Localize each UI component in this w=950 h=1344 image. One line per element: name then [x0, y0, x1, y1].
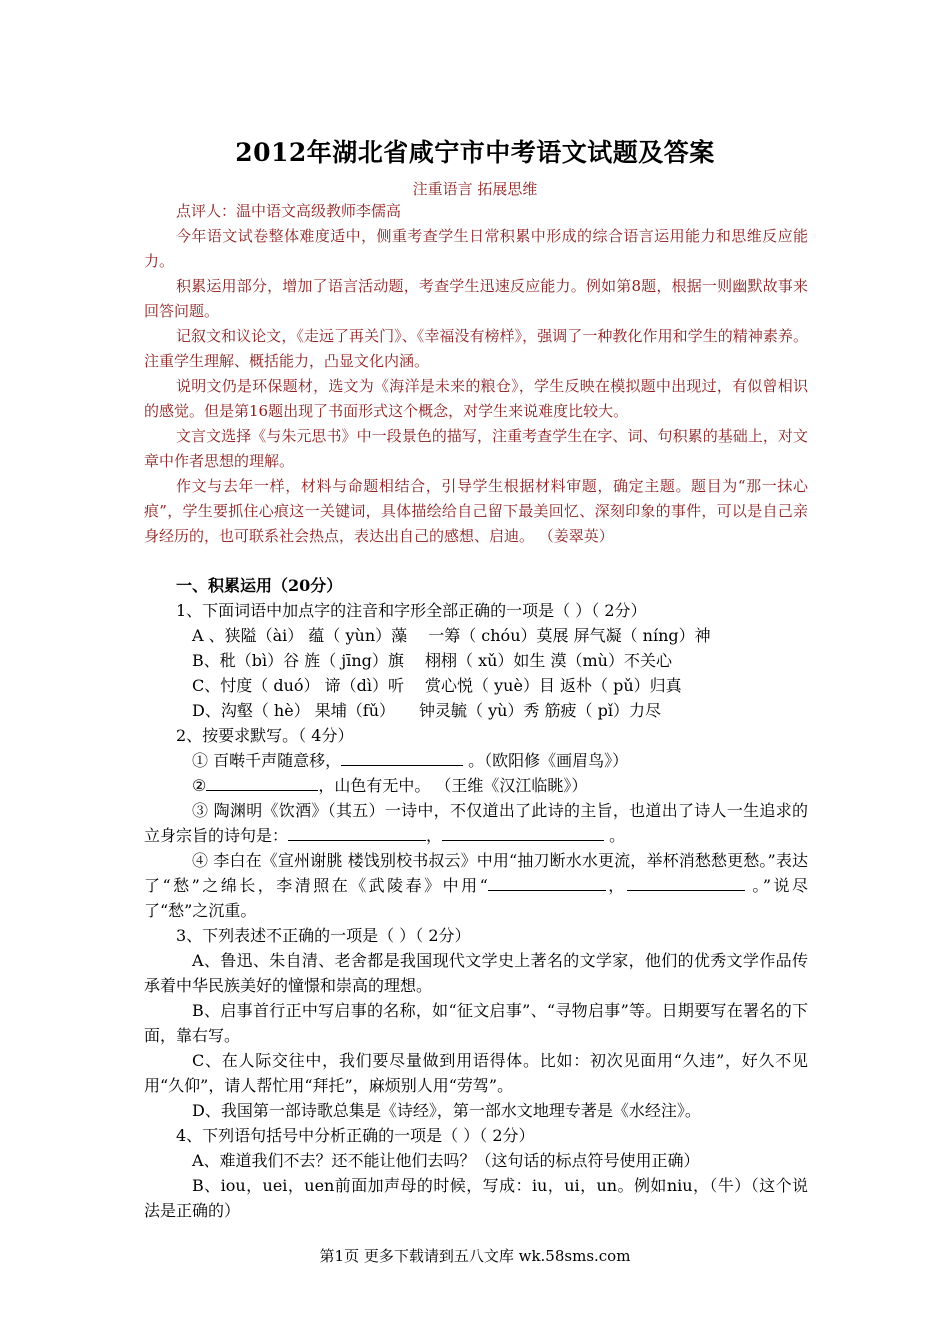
- question-2-item-3: [144, 798, 808, 848]
- question-4-stem: 4、下列语句括号中分析正确的一项是（ ）（ 2分）: [176, 1126, 535, 1145]
- section-heading: 一、积累运用（20分）: [176, 576, 343, 595]
- page-subtitle: 注重语言 拓展思维: [412, 180, 538, 198]
- question-1-option-c: C、忖度（ duó） 谛（dì）听 赏心悦（ yuè）目 返朴（ pǔ）归真: [192, 676, 682, 695]
- question-2-item-1: [144, 748, 808, 773]
- period: 。: [604, 826, 626, 845]
- question-2-item-1-text: ① 百啭千声随意移，: [192, 751, 342, 770]
- reviewer-comment: [144, 199, 808, 549]
- comment-paragraph: 今年语文试卷整体难度适中，侧重考查学生日常积累中形成的综合语言运用能力和思维反应能力。: [144, 227, 808, 270]
- question-3-option-b: B、启事首行正中写启事的名称，如“征文启事”、“寻物启事”等。日期要写在署名的下面，靠右写。: [144, 1001, 808, 1045]
- comment-paragraph: 记叙文和议论文，《走远了再关门》、《幸福没有榜样》，强调了一种教化作用和学生的精神素养。注重学生理解、概括能力，凸显文化内涵。: [144, 327, 808, 370]
- comment-paragraph: 积累运用部分，增加了语言活动题，考查学生迅速反应能力。例如第8题，根据一则幽默故事来回答问题。: [144, 277, 808, 320]
- comma: ，: [605, 876, 627, 895]
- question-3-stem: 3、下列表述不正确的一项是（ ）（ 2分）: [176, 926, 471, 945]
- page-footer: 第1页 更多下载请到五八文库 wk.58sms.com: [319, 1247, 631, 1265]
- question-3-option-c: C、在人际交往中，我们要尽量做到用语得体。比如：初次见面用“久违”，好久不见用“久仰”，请人帮忙用“拜托”，麻烦别人用“劳驾”。: [144, 1051, 808, 1095]
- question-2-item-2-num: ②: [192, 776, 207, 795]
- question-2-item-2-text: ，山色有无中。 （王维《汉江临眺》）: [318, 776, 588, 795]
- answer-blank[interactable]: [206, 776, 318, 791]
- comment-paragraph: 说明文仍是环保题材，选文为《海洋是未来的粮仓》，学生反映在模拟题中出现过，有似曾相识的感觉。但是第16题出现了书面形式这个概念，对学生来说难度比较大。: [144, 377, 808, 420]
- question-2-stem: 2、按要求默写。（ 4分）: [176, 726, 354, 745]
- answer-blank[interactable]: [442, 826, 604, 841]
- question-2-item-3-text: ③ 陶渊明《饮酒》（其五）一诗中，不仅道出了此诗的主旨，也道出了诗人一生追求的立身宗旨的诗句是：: [144, 801, 808, 845]
- question-3-option-d: D、我国第一部诗歌总集是《诗经》，第一部水文地理专著是《水经注》。: [192, 1101, 701, 1120]
- answer-blank[interactable]: [341, 751, 463, 766]
- question-2-item-4: [144, 848, 808, 923]
- answer-blank[interactable]: [288, 826, 426, 841]
- answer-blank[interactable]: [488, 876, 606, 891]
- question-1-option-d: D、沟壑（ hè） 果埔（fǔ） 钟灵毓（ yù）秀 筋疲（ pǐ）力尽: [192, 701, 661, 720]
- question-4-option-a: A、难道我们不去？还不能让他们去吗？（这句话的标点符号使用正确）: [192, 1151, 700, 1170]
- question-1-stem: 1、下面词语中加点字的注音和字形全部正确的一项是（ ）（ 2分）: [176, 601, 647, 620]
- reviewer-line: 点评人：温中语文高级教师李儒高: [176, 202, 402, 220]
- question-3-option-a: A、鲁迅、朱自清、老舍都是我国现代文学史上著名的文学家，他们的优秀文学作品传承着中华民族美好的憧憬和崇高的理想。: [144, 951, 808, 995]
- answer-blank[interactable]: [627, 876, 745, 891]
- exam-body: [144, 573, 808, 1223]
- question-2-item-4-text: ④ 李白在《宣州谢朓 楼饯别校书叔云》中用“抽刀断水水更流，举杯消愁愁更愁。”表达了“愁”之绵长，李清照在《武陵春》中用“: [144, 851, 808, 895]
- question-1-option-b: B、秕（bì）谷 旌（ jīng）旗 栩栩（ xǔ）如生 漠（mù）不关心: [192, 651, 672, 670]
- page-title: 2012年湖北省咸宁市中考语文试题及答案: [235, 138, 715, 167]
- comma: ，: [426, 826, 443, 845]
- comment-paragraph: 作文与去年一样，材料与命题相结合，引导学生根据材料审题，确定主题。题目为“那一抹心痕”，学生要抓住心痕这一关键词，具体描绘给自己留下最美回忆、深刻印象的事件，可以是自己亲身经历的，也可联系社会热点，表达出自己的感想、启迪。 （姜翠英）: [144, 477, 808, 545]
- question-2-item-4-tail: 。”说尽了“愁”之沉重。: [144, 876, 808, 920]
- question-1-option-a: A 、狭隘（ài） 蕴（ yùn）藻 一筹（ chóu）莫展 屏气凝（ níng）神: [192, 626, 711, 645]
- question-2-item-2: [144, 773, 808, 798]
- comment-paragraph: 文言文选择《与朱元思书》中一段景色的描写，注重考查学生在字、词、句积累的基础上，对文章中作者思想的理解。: [144, 427, 808, 470]
- question-2-item-1-source: 。（欧阳修《画眉鸟》）: [463, 751, 629, 770]
- question-4-option-b: B、iou，uei，uen前面加声母的时候，写成：iu，ui，un。例如niu，（牛）（这个说法是正确的）: [144, 1176, 808, 1220]
